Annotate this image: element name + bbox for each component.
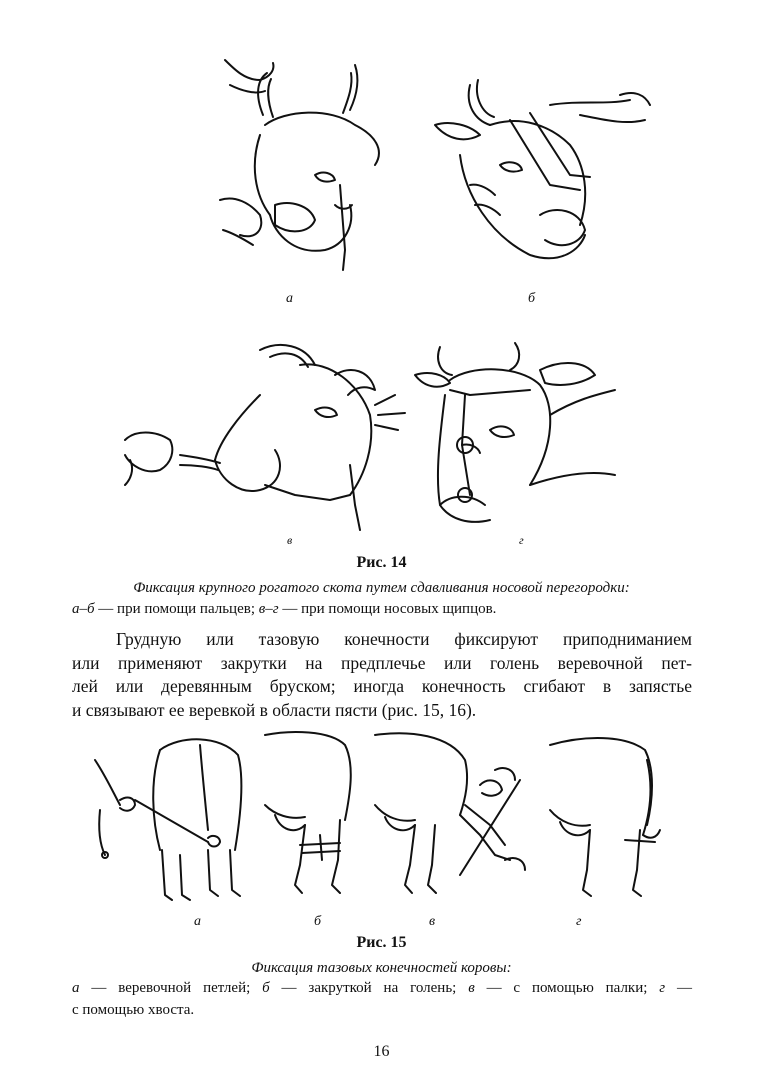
fig14-label-g: г (519, 533, 524, 547)
fig15-caption-detail (72, 977, 692, 999)
body-paragraph (72, 628, 692, 722)
fig15-label-v: в (429, 914, 436, 929)
fig15-label-b: б (314, 914, 322, 929)
fig14-detail-range-1: а–б (72, 601, 95, 617)
fig14-detail-text-1: — при помощи пальцев; (94, 601, 259, 617)
body-line-2: или применяют закрутки на предплечье или голень веревочной пет- (72, 652, 692, 673)
fig15-illustration-g (545, 730, 665, 900)
page-number: 16 (373, 1043, 390, 1060)
fig15-detail-g-text: — (665, 980, 692, 996)
fig14-illustration-b (430, 65, 655, 265)
fig15-illustration-v (370, 725, 540, 900)
fig15-detail-a-text: — веревочной петлей; (79, 980, 263, 996)
fig14-detail-text-2: — при помощи носовых щипцов. (278, 601, 497, 617)
body-line-3: лей или деревянным бруском; иногда конечность сгибают в запястье (72, 676, 692, 696)
fig15-detail-g: г (659, 980, 666, 996)
fig15-illustration-b (260, 725, 360, 900)
fig15-label-g: г (576, 914, 582, 929)
fig15-caption: Фиксация тазовых конечностей коровы: (251, 960, 512, 976)
fig15-detail-a: а (72, 980, 80, 996)
fig15-detail-v: в (468, 980, 475, 996)
fig14-illustration-a (215, 55, 390, 275)
fig14-label-b: б (528, 291, 536, 306)
fig14-label-a: а (286, 291, 293, 306)
fig15-illustration-a (90, 730, 250, 910)
fig15-caption-detail-line2: с помощью хвоста. (72, 1002, 195, 1018)
fig15-label-a: а (194, 914, 201, 929)
fig14-detail-range-2: в–г (258, 601, 279, 617)
fig14-illustration-g (410, 335, 620, 535)
body-line-4: и связывают ее веревкой в области пясти (рис. 15, 16). (72, 699, 477, 720)
fig15-detail-b: б (262, 980, 270, 996)
body-line-1: Грудную или тазовую конечности фиксируют приподниманием (116, 629, 692, 649)
fig14-illustration-v (120, 335, 410, 535)
fig14-title: Рис. 14 (356, 554, 407, 571)
fig14-caption-detail (72, 598, 692, 620)
fig15-title: Рис. 15 (356, 934, 407, 951)
fig15-detail-b-text: — закруткой на голень; (269, 980, 469, 996)
fig14-caption: Фиксация крупного рогатого скота путем сдавливания носовой перегородки: (133, 580, 630, 596)
fig14-label-v: в (287, 533, 293, 547)
fig15-detail-v-text: — с помощью палки; (474, 980, 660, 996)
